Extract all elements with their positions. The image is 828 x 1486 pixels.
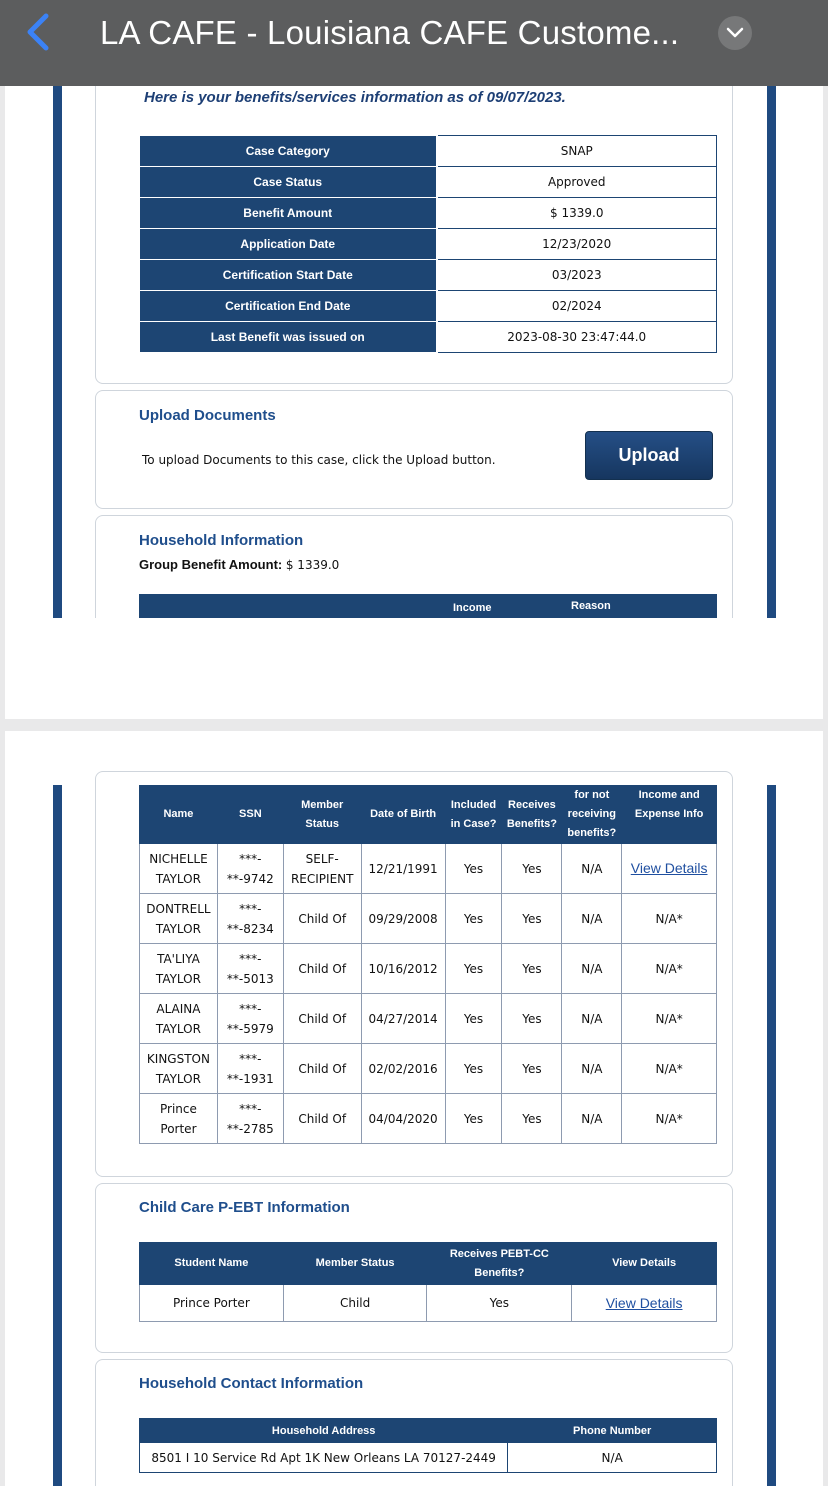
case-info-table: [139, 135, 717, 353]
screenshot-pane-bottom: [5, 731, 823, 1486]
member-dob: 04/04/2020: [361, 1094, 445, 1144]
member-receives: Yes: [502, 944, 562, 994]
col-student-name: Student Name: [140, 1243, 284, 1285]
member-ssn: ***- **-8234: [217, 894, 283, 944]
col-included: Included in Case?: [445, 786, 502, 844]
row-value: 2023-08-30 23:47:44.0: [437, 322, 717, 353]
pebt-section-title: Child Care P-EBT Information: [139, 1199, 350, 1216]
table-header-row: [140, 1419, 717, 1443]
col-member-status: Member Status: [283, 1243, 427, 1285]
col-name: Name: [140, 786, 218, 844]
member-ssn: ***- **-5979: [217, 994, 283, 1044]
member-receives: Yes: [502, 1094, 562, 1144]
table-row: [140, 1443, 717, 1473]
col-household-address: Household Address: [140, 1419, 508, 1443]
table-row: [140, 844, 717, 894]
view-details-link[interactable]: View Details: [605, 1295, 683, 1311]
member-status: SELF- RECIPIENT: [283, 844, 361, 894]
row-label: Case Status: [140, 167, 437, 198]
member-dob: 02/02/2016: [361, 1044, 445, 1094]
member-included: Yes: [445, 944, 502, 994]
row-label: Certification Start Date: [140, 260, 437, 291]
pebt-details-cell: [572, 1285, 717, 1322]
table-row: [140, 1044, 717, 1094]
screenshot-pane-top: [5, 86, 823, 719]
member-status: Child Of: [283, 1044, 361, 1094]
member-status: Child Of: [283, 944, 361, 994]
member-reason: N/A: [562, 894, 622, 944]
member-included: Yes: [445, 844, 502, 894]
col-income-expense: Income and Expense Info: [622, 786, 717, 844]
upload-section-title: Upload Documents: [139, 407, 276, 424]
group-benefit-label: Group Benefit Amount:: [139, 557, 283, 572]
col-reason: for not receiving benefits?: [562, 786, 622, 844]
table-row: [140, 260, 717, 291]
table-row: [140, 229, 717, 260]
row-label: Application Date: [140, 229, 437, 260]
member-status: Child Of: [283, 894, 361, 944]
member-income: N/A*: [622, 1044, 717, 1094]
member-reason: N/A: [562, 1044, 622, 1094]
table-row: [140, 894, 717, 944]
phone-number: N/A: [508, 1443, 717, 1473]
table-header-row: [140, 786, 717, 844]
member-included: Yes: [445, 1094, 502, 1144]
member-included: Yes: [445, 1044, 502, 1094]
left-page-rail: [53, 86, 62, 618]
table-row: [140, 1094, 717, 1144]
row-value: 12/23/2020: [437, 229, 717, 260]
member-name: KINGSTON TAYLOR: [140, 1044, 218, 1094]
member-ssn: ***- **-1931: [217, 1044, 283, 1094]
member-income: N/A*: [622, 894, 717, 944]
upload-button[interactable]: Upload: [585, 431, 713, 480]
back-chevron-icon[interactable]: [18, 10, 62, 54]
app-titlebar: [0, 0, 828, 86]
member-name: DONTRELL TAYLOR: [140, 894, 218, 944]
benefits-intro-text: Here is your benefits/services information as of 09/07/2023.: [144, 89, 566, 106]
col-view-details: View Details: [572, 1243, 717, 1285]
window-title: LA CAFE - Louisiana CAFE Custome...: [100, 14, 680, 51]
table-row: [140, 1285, 717, 1322]
member-income: N/A*: [622, 994, 717, 1044]
member-dob: 09/29/2008: [361, 894, 445, 944]
member-included: Yes: [445, 894, 502, 944]
household-table-header-partial: [139, 594, 717, 619]
member-ssn: ***- **-9742: [217, 844, 283, 894]
left-page-rail: [53, 785, 62, 1486]
contact-table: [139, 1418, 717, 1473]
household-section-title: Household Information: [139, 532, 304, 549]
table-row: [140, 291, 717, 322]
row-label: Certification End Date: [140, 291, 437, 322]
table-row: [140, 994, 717, 1044]
member-ssn: ***- **-5013: [217, 944, 283, 994]
row-value: 02/2024: [437, 291, 717, 322]
table-row: [140, 136, 717, 167]
member-status: Child Of: [283, 1094, 361, 1144]
member-income: N/A*: [622, 944, 717, 994]
member-ssn: ***- **-2785: [217, 1094, 283, 1144]
member-reason: N/A: [562, 944, 622, 994]
household-members-table: [139, 785, 717, 1144]
household-address: 8501 I 10 Service Rd Apt 1K New Orleans LA 70127-2449: [140, 1443, 508, 1473]
member-status: Child Of: [283, 994, 361, 1044]
col-receives: Receives Benefits?: [502, 786, 562, 844]
pebt-table: [139, 1242, 717, 1322]
member-reason: N/A: [562, 844, 622, 894]
title-menu-button[interactable]: [718, 16, 752, 50]
member-income: [622, 844, 717, 894]
pebt-receives: Yes: [427, 1285, 572, 1322]
member-dob: 04/27/2014: [361, 994, 445, 1044]
member-dob: 12/21/1991: [361, 844, 445, 894]
row-value: $ 1339.0: [437, 198, 717, 229]
member-income: N/A*: [622, 1094, 717, 1144]
member-dob: 10/16/2012: [361, 944, 445, 994]
row-label: Case Category: [140, 136, 437, 167]
row-label: Last Benefit was issued on: [140, 322, 437, 353]
pebt-student-name: Prince Porter: [140, 1285, 284, 1322]
col-date-of-birth: Date of Birth: [361, 786, 445, 844]
right-page-rail: [767, 785, 776, 1486]
pane-blank-bottom: [5, 618, 823, 719]
member-name: TA'LIYA TAYLOR: [140, 944, 218, 994]
pebt-member-status: Child: [283, 1285, 427, 1322]
table-row: [140, 944, 717, 994]
col-ssn: SSN: [217, 786, 283, 844]
member-receives: Yes: [502, 1044, 562, 1094]
col-phone-number: Phone Number: [508, 1419, 717, 1443]
member-name: ALAINA TAYLOR: [140, 994, 218, 1044]
right-page-rail: [767, 86, 776, 618]
row-value: SNAP: [437, 136, 717, 167]
row-label: Benefit Amount: [140, 198, 437, 229]
group-benefit-value: $ 1339.0: [285, 558, 340, 572]
row-value: Approved: [437, 167, 717, 198]
header-reason-partial: Reason: [571, 600, 611, 612]
group-benefit-amount: [139, 557, 339, 572]
member-receives: Yes: [502, 994, 562, 1044]
table-row: [140, 167, 717, 198]
member-reason: N/A: [562, 1094, 622, 1144]
member-name: NICHELLE TAYLOR: [140, 844, 218, 894]
member-reason: N/A: [562, 994, 622, 1044]
upload-instructions: To upload Documents to this case, click the Upload button.: [142, 453, 496, 467]
table-header-row: [140, 1243, 717, 1285]
member-receives: Yes: [502, 894, 562, 944]
member-receives: Yes: [502, 844, 562, 894]
table-row: [140, 198, 717, 229]
row-value: 03/2023: [437, 260, 717, 291]
member-included: Yes: [445, 994, 502, 1044]
chevron-down-icon: [726, 27, 744, 39]
header-income-partial: Income: [453, 602, 492, 614]
member-name: Prince Porter: [140, 1094, 218, 1144]
view-details-link[interactable]: View Details: [630, 860, 708, 876]
col-receives-pebt: Receives PEBT-CC Benefits?: [427, 1243, 572, 1285]
contact-section-title: Household Contact Information: [139, 1375, 364, 1392]
col-member-status: Member Status: [283, 786, 361, 844]
table-row: [140, 322, 717, 353]
